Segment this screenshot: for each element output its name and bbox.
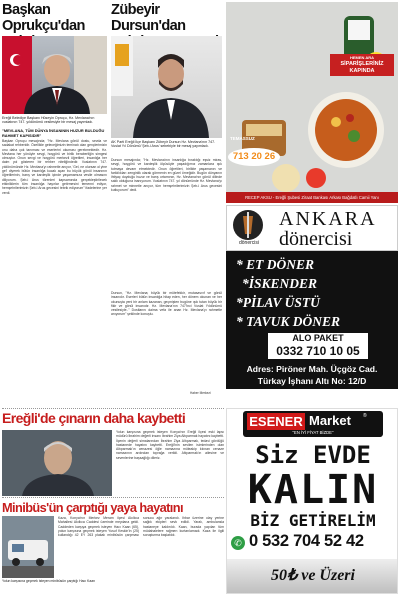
bottom-headline-text: Minibüs'ün çarptığı yaya hayatını <box>2 500 183 515</box>
ankara-phone[interactable]: 0332 710 10 05 <box>276 344 360 358</box>
col2-caption: AK Parti Ereğli İlçe Başkanı Zübeyir Dursun Hz. Mevlana'nın 747. Vuslat Yıl Dönümü 'Şeb-i Arus' sebebiyle bir mesaj yayımladı. <box>111 140 216 149</box>
doner-icon <box>233 210 263 240</box>
divider <box>2 408 224 409</box>
col2-body-continued: Dursun, "Hz. Mevlana; büyük bir mütefekkir, mutasavvıf ve gönül insanıdır. Eserleri bütün insanlığa hitap eden, her dönem okunan ve her okunuşta yeni bir anlam kazanan, geçmişten bugüne ışık tutan büyük bir fikir ve gönül insanıdır. Hz. Mevlana'nın 747'inci Vuslat Yıldönümü vesilesiyle.." Dostlarını daima vefa ile anan Hz. Mevlana'yı rahmetle anıyorum" şeklinde konuştu. <box>111 291 222 317</box>
mid-body-text: İlçenin değerli simalarından İbrahim Ziya Altıparmak, tedavi gördüğü hastanede hayatını kaybetti. Ereğli'nin sevilen isimlerinden olan Altıparmak'ın cenazesi öğle namazına müteakip kılınan cenaze namazının ardından toprağa verildi. Altıparmak'ın ailesine ve sevenlerine başsağlığı dileriz. <box>116 438 224 460</box>
col1-headline-line1: Başkan Oprukçu'dan <box>2 2 85 34</box>
memorial-photo <box>2 430 112 496</box>
restaurant-footer: RECEP AKSU - Ereğli Şubesi Ziraat Bankası Arkası Bağdatlı Camii Yanı <box>226 192 398 203</box>
col2-body: Dursun mesajında; "Hz. Mevlana'nın insanlığa bıraktığı eşsiz miras, sevgi, hoşgörü ve kardeşlik ölçüsüyle yaşadığımız zamanlara ışık tutmaya devam etmektedir. Onun öğretileri, birlikte yaşamanın ve farklılıkları zenginlik olarak görmenin en güzel örneğidir. Bugün dünyanın ihtiyaç duyduğu huzur ve barış ortamının, Hz. Mevlana'nın gönül dilinde saklı olduğuna inanıyorum. Vuslatının 747. yıl dönümünde Hz. Mevlana'yı rahmet ve minnetle anıyor, tüm hemşehrilerimizin Şeb-i Arus gecesini kutluyorum" dedi. <box>111 158 222 193</box>
ankara-phone-box <box>268 333 368 359</box>
esener-line3: BİZ GETİRELİM <box>250 511 376 530</box>
restaurant-phone[interactable]: 713 20 26 <box>228 148 280 166</box>
mid-headline-text: Ereğli'de çınarın daha kaybetti <box>2 410 186 426</box>
esener-logo <box>243 411 383 437</box>
esener-line2: KALIN <box>247 467 379 513</box>
restaurant-banner <box>330 54 394 76</box>
mid-photo <box>2 430 112 496</box>
restaurant-banner-text: SİPARİŞLERİNİZ KAPINDA <box>340 61 384 74</box>
bottom-body: Kaza, Konya'nın Merkez Meram ilçesi Akıllıca Mahallesi Akıllıca Caddesi üzerinde meydana geldi. Caddeden karşıya geçmek isteyen Hacı Kaan (65), yolun karşısına geçmek isteyen Yusuf Keskin'in (25) kullandığı 42 EY 263 plakalı minibüsün çarpması sonucu ağır yaralandı. İhbar üzerine olay yerine sağlık ekipleri sevk edildi. Yaralı, ambulansla hastaneye kaldırıldı. Kaan, burada yapılan tüm müdahalelere rağmen kurtarılamadı. Kaza ile ilgili soruşturma başlatıldı. <box>58 516 224 538</box>
esener-market-ad <box>226 408 398 594</box>
ankara-logo <box>233 210 263 240</box>
ankara-title: ANKARA <box>279 208 377 230</box>
ankara-logo-text: dönercisi <box>238 240 259 246</box>
esener-brand-2: Market <box>309 413 351 428</box>
mid-lead: Yolun karşısına geçmek isteyen Konya'nın Ereğli ilçesi eski lapsı müdürü Ibrahim değerli insanı İbrahim Ziya Altıparmak hayatını kaybetti. <box>116 430 224 439</box>
ankara-doner-ad <box>226 205 398 389</box>
ankara-address <box>226 363 398 387</box>
whatsapp-icon: ✆ <box>231 536 245 550</box>
mid-body <box>116 430 224 496</box>
menu-item-tavuk-doner: * TAVUK DÖNER <box>236 314 341 329</box>
esener-line1: Siz EVDE <box>255 441 371 469</box>
esener-message <box>227 441 398 531</box>
divider-2 <box>2 497 224 498</box>
restaurant-brand: TEMASSUZ <box>230 136 255 141</box>
bottom-caption: Yolun karşısına geçmek isteyen minibüsün çarptığı Hacı Kaan <box>2 579 95 583</box>
esener-phone[interactable]: 0 532 704 52 42 <box>249 532 364 550</box>
col1-caption: Ereğli Belediye Başkanı Hüseyin Opruçu, Hz. Mevlana'nın vuslatının 747. yıldönümü vesilesiyle bir mesaj yayımladı. <box>2 116 95 125</box>
ankara-title2: dönercisi <box>279 228 353 250</box>
ankara-address-2: Türkay İşhanı Altı No: 12/D <box>257 376 367 386</box>
portrait-photo-2 <box>111 36 222 138</box>
col1-subhead: "MEVLANA, TÜM DÜNYA İNSANININ HUZUR BULDUĞU RAHMET KAPISIDIR" <box>2 128 105 138</box>
col2-headline-line1: Zübeyir Dursun'dan <box>111 2 186 34</box>
menu-item-et-doner: * ET DÖNER <box>236 257 315 272</box>
menu-item-iskender: *İSKENDER <box>242 276 318 291</box>
col1-body: Başkan Opruçu mesajında; "Hz. Mevlana gönül dostu, sevda ve sadakat rehberidir. Özellikle geleceğimizin teminatı olan gençlerimizin onu daha çok tanıması ve eserlerini okuması gerekmektedir. Hz. Mevlana her yönüyle sevgi, hoşgörü ve birlik beraberliğin simgesi olmuştur. Onun sevgi ve hoşgörü merkezli öğretileri, insanlığa her daim yol gösteren bir rehber niteliğindedir. Vuslatının 747. yıldönümünde Hz. Mevlana'yı rahmetle anıyor, 'Gel, ne olursan ol yine gel' diyerek bütün insanlığa kucak açan bu büyük gönül insanının öğretilerinin, barış ve kardeşlik içinde yaşamamıza vesile olmasını diliyorum. Şeb-i Arus törenleri kapsamında gerçekleştirilecek etkinliklerin tüm insanlığa hayırlar getirmesini temenni ediyor, hemşehrilerimizin Şeb-i Arus gecesini tebrik ediyorum" ifadelerine yer verdi. <box>2 139 107 195</box>
ankara-header <box>226 205 398 251</box>
col2-photo <box>111 36 222 138</box>
esener-brand: ESENER <box>247 413 305 430</box>
portrait-photo <box>2 36 107 114</box>
bottom-photo <box>2 516 54 578</box>
ankara-address-1: Adres: Piröner Mah. Üçgöz Cad. <box>246 364 378 374</box>
esener-reg: ® <box>363 413 367 419</box>
esener-minimum: 50₺ ve Üzeri <box>271 567 355 584</box>
esener-slogan: "EN İYİ FİYAT BİZDE" <box>292 430 334 435</box>
menu-item-pilav: *PİLAV ÜSTÜ <box>236 295 320 310</box>
ankara-menu <box>236 255 396 331</box>
restaurant-ad <box>226 2 398 203</box>
esener-footer <box>227 559 398 594</box>
food-image <box>226 2 398 203</box>
col2-sign: Haber Merkezi <box>190 391 211 395</box>
col1-photo <box>2 36 107 114</box>
mid-headline <box>2 410 224 426</box>
restaurant-badge: HEMEN ARA <box>349 55 375 60</box>
accident-photo <box>2 516 54 578</box>
ankara-phone-label: ALO PAKET <box>292 333 344 343</box>
